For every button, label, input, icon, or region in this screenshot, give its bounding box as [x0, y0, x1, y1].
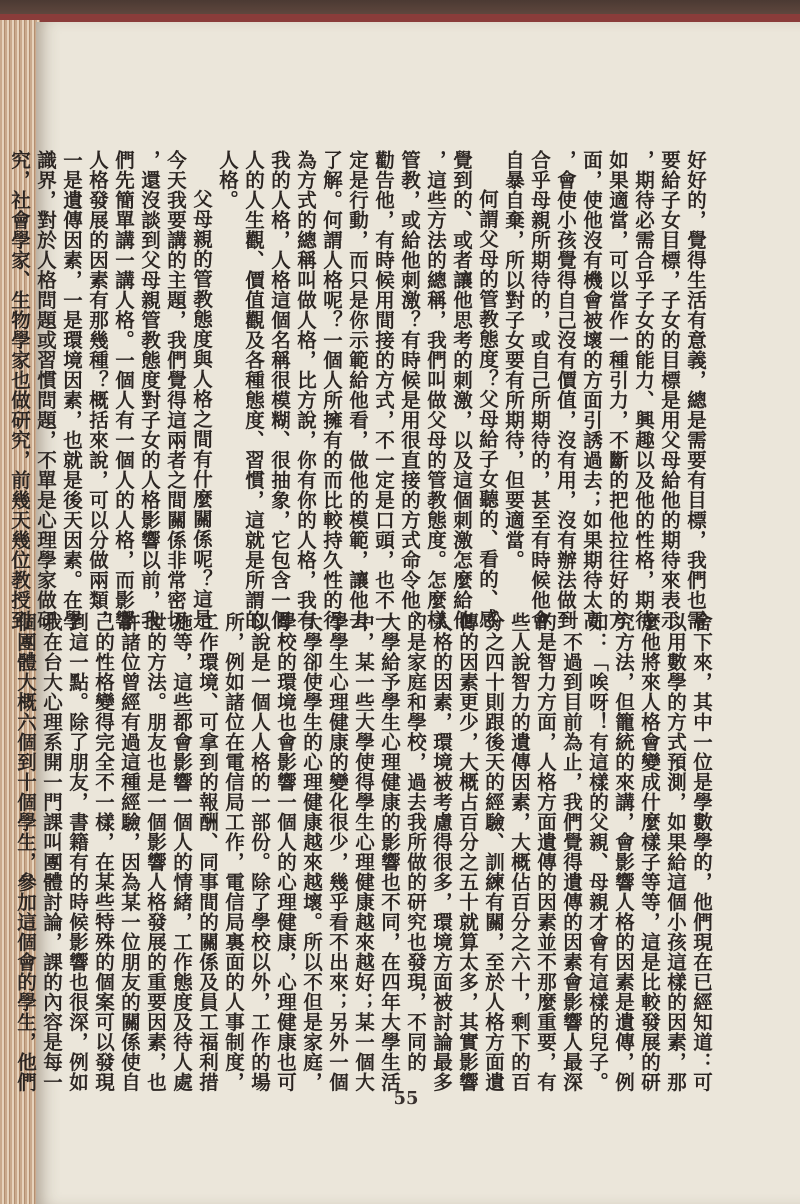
text-column: 今天我要講的主題，我們覺得這兩者之間關係非常密切 — [164, 150, 187, 630]
text-column: 人格的因素，環境被考慮得很多，環境方面被討論最多 — [430, 612, 453, 1092]
text-column: 大學給予學生心理健康的影響也不同，在四年大學生活 — [378, 612, 401, 1092]
text-column: 些人說智力的遺傳因素，大概佔百分之六十，剩下的百 — [508, 612, 531, 1092]
text-column: 大學卻使學生的心理健康越來越壞。所以不但是家庭， — [300, 612, 323, 1092]
text-column: ，會使小孩覺得自己沒有價值，沒有用，沒有辦法做到 — [554, 150, 577, 630]
text-column: ，還沒談到父母親管教態度對子女的人格影響以前，我 — [138, 150, 161, 630]
text-column: 學學生心理健康的變化很少，幾乎看不出來；另外一個 — [326, 612, 349, 1092]
text-column: 的是家庭和學校，過去我所做的研究也發現，不同的 — [404, 612, 427, 1072]
text-column: 覺到的、或者讓他思考的刺激，以及這個刺激怎麼給他 — [450, 150, 473, 630]
text-column: 管教，或給他刺激？有時候是用很直接的方式命令他、 — [398, 150, 421, 630]
text-column: ，這些方法的總稱，我們叫做父母的管教態度。怎麼樣 — [424, 150, 447, 630]
text-column: 以用數學的方式預測，如果給這個小孩這樣的因素，那 — [664, 612, 687, 1092]
text-column: 許諸位曾經有過這種經驗，因為某一位朋友的關係使自 — [118, 612, 141, 1092]
text-column: 人格發展的因素有那幾種？概括來說，可以分做兩類， — [86, 150, 109, 630]
text-column: 究，社會學家、生物學家也做研究，前幾天幾位教授到 — [8, 150, 31, 630]
text-column: 人格。 — [216, 150, 239, 210]
text-column: 定是行動，而只是你示範給他看，做他的模範，讓他去 — [346, 150, 369, 630]
text-column: 傳的因素更少，大概占百分之五十就算太多，其實影響 — [456, 612, 479, 1092]
text-column: 如果適當，可以當作一種引力，不斷的把他拉往好的方 — [606, 150, 629, 630]
text-column: 一是遺傳因素，一是環境因素，也就是後天因素。在學 — [60, 150, 83, 630]
text-column: 我在台大心理系開一門課叫團體討論，課的內容是每一 — [40, 612, 63, 1092]
text-column: 要給子女目標，子女的目標是用父母給他的期待來表示 — [658, 150, 681, 630]
text-column: 個團體大概六個到十個學生，參加這個會的學生，他們 — [14, 612, 37, 1092]
lower-text-block — [14, 612, 714, 1092]
text-column: 」不過到目前為止，我們覺得遺傳的因素會影響人最深 — [560, 612, 583, 1092]
text-column: 究方法，但籠統的來講，會影響人格的因素是遺傳，例 — [612, 612, 635, 1092]
text-column: 己的性格變得完全不一樣，在某些特殊的個案可以發現 — [92, 612, 115, 1092]
text-column: 施等，這些都會影響一個人的情緒，工作態度及待人處 — [170, 612, 193, 1092]
text-column: 為方式的總稱叫做人格，比方說，你有你的人格，我有 — [294, 150, 317, 630]
text-column: 分之四十則跟後天的經驗、訓練有關，至於人格方面遺 — [482, 612, 505, 1092]
page-number: 55 — [393, 1088, 419, 1109]
text-column: 的是智力方面，人格方面遺傳的因素並不那麼重要，有 — [534, 612, 557, 1092]
text-column: 所，例如諸位在電信局工作，電信局裏面的人事制度， — [222, 612, 245, 1092]
text-column: 工作環境、可拿到的報酬、同事間的關係及員工福利措 — [196, 612, 219, 1092]
text-column: 人的人生觀、價值觀及各種態度、習慣，這就是所謂的 — [242, 150, 265, 630]
text-column: 以說是一個人人格的一部份。除了學校以外，工作的場 — [248, 612, 271, 1092]
text-column: 面，使他沒有機會被壞的方面引誘過去；如果期待太高 — [580, 150, 603, 630]
text-column: 識界，對於人格問題或習慣問題，不單是心理學家做研 — [34, 150, 57, 630]
text-column: 了解。何謂人格呢？一個人所擁有的而比較持久性的行 — [320, 150, 343, 630]
text-column: 好好的，覺得生活有意義，總是需要有目標，我們也需 — [684, 150, 707, 630]
text-column: 舍下來，其中一位是學數學的，他們現在已經知道：可 — [690, 612, 713, 1092]
upper-text-block — [8, 150, 708, 630]
text-column: 勸告他，有時候用間接的方式，不一定是口頭，也不一 — [372, 150, 395, 630]
text-column: 如：「唉呀！有這樣的父親、母親才會有這樣的兒子。 — [586, 612, 609, 1092]
text-column: 自暴自棄，所以對子女要有所期待，但要適當。 — [502, 150, 525, 570]
text-column: 世的方法。朋友也是一個影響人格發展的重要因素，也 — [144, 612, 167, 1092]
text-column: 們先簡單講一講人格。一個人有一個人的人格，而影響 — [112, 150, 135, 630]
text-column: 合乎母親所期待的，或自己所期待的，甚至有時候他會 — [528, 150, 551, 630]
text-column: 麼他將來人格會變成什麼樣子等等，這是比較發展的研 — [638, 612, 661, 1092]
text-column: 中，某一些大學使得學生心理健康越來越好；某一個大 — [352, 612, 375, 1092]
text-column: 我的人格，人格這個名稱很模糊、很抽象，它包含一個 — [268, 150, 291, 630]
text-column: 父母親的管教態度與人格之間有什麼關係呢？這是 — [190, 189, 213, 629]
text-column: 學校的環境也會影響一個人的心理健康，心理健康也可 — [274, 612, 297, 1092]
text-column: 到這一點。除了朋友，書籍有的時候影響也很深，例如 — [66, 612, 89, 1092]
text-column: 何謂父母的管教態度？父母給子女聽的、看的、感 — [476, 189, 499, 629]
text-column: ，期待必需合乎子女的能力、興趣以及他的性格，期待 — [632, 150, 655, 630]
